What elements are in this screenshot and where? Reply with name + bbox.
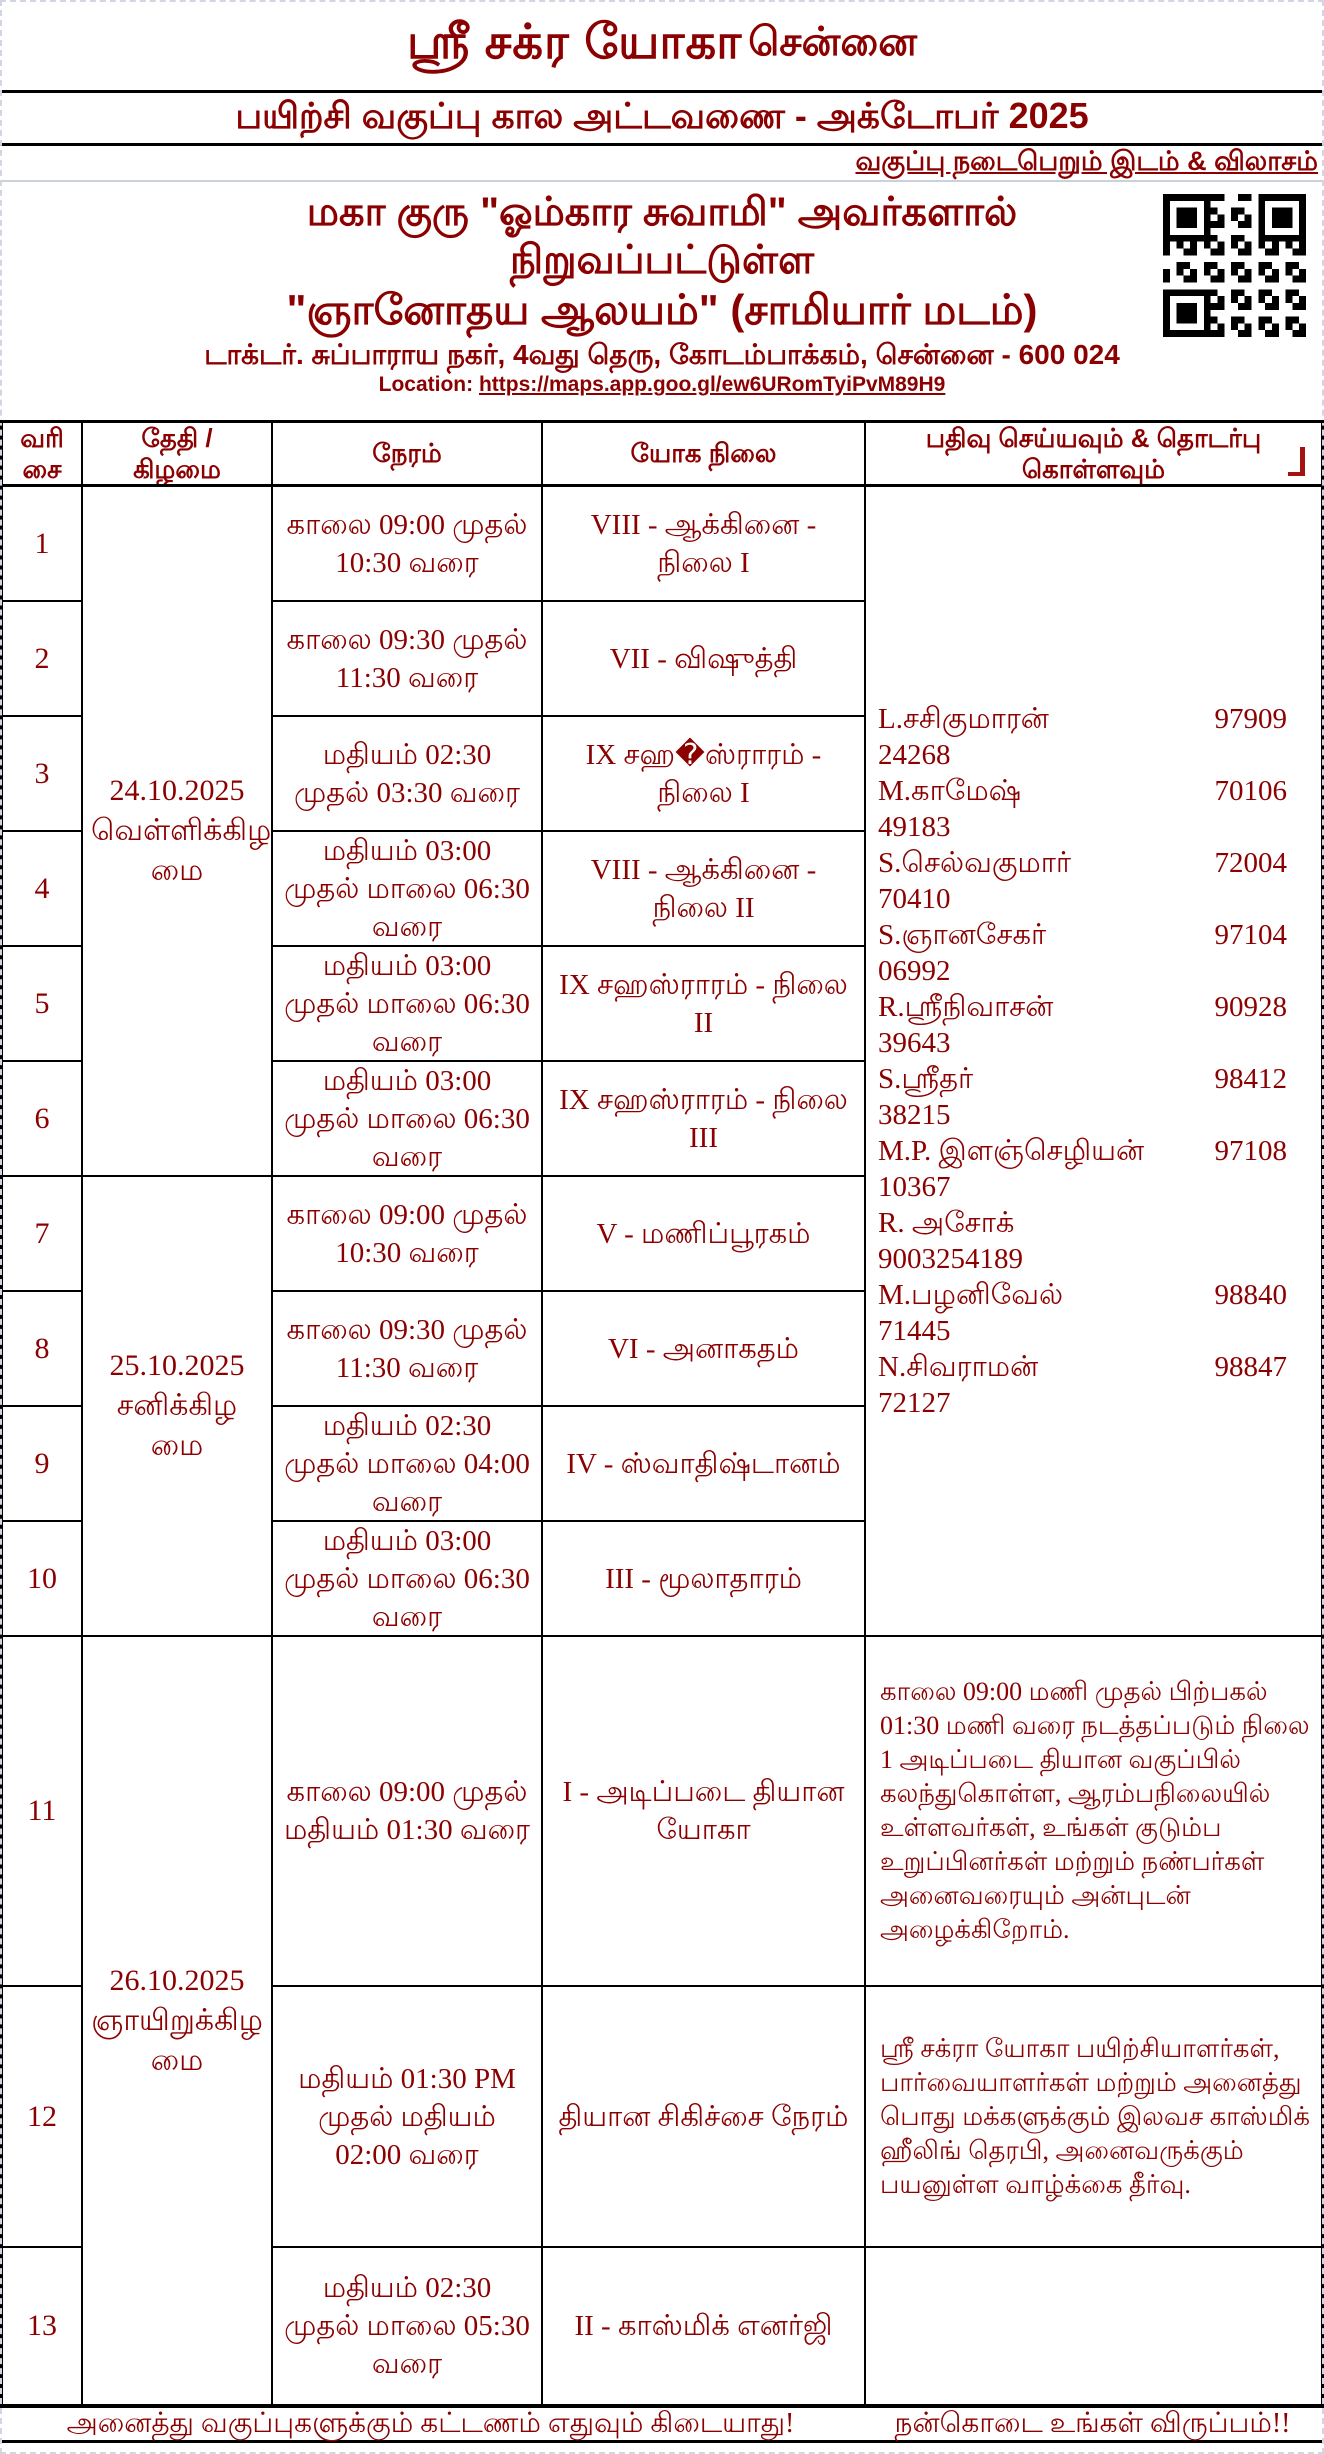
time-cell: மதியம் 02:30 முதல் மாலை 04:00 வரை <box>273 1407 543 1522</box>
level-cell: VII - விஷுத்தி <box>543 602 866 717</box>
venue-label: வகுப்பு நடைபெறும் இடம் & விலாசம் <box>855 145 1318 176</box>
contact-phone: 98847 <box>1214 1351 1287 1383</box>
contact-name: R. அசோக் <box>878 1207 1015 1239</box>
serial-cell: 11 <box>3 1637 83 1987</box>
contact-phone: 06992 <box>878 955 951 987</box>
contact-phone: 97104 <box>1214 919 1287 951</box>
serial-cell: 7 <box>3 1177 83 1292</box>
clipped-text-fragment <box>1288 447 1305 476</box>
contact-name: M.P. இளஞ்செழியன் <box>878 1135 1145 1167</box>
contact-name: M.பழனிவேல் <box>878 1279 1064 1311</box>
contact-entry <box>878 1061 1287 1133</box>
contact-phone: 24268 <box>878 739 951 771</box>
note-cell-row13-empty <box>866 2248 1321 2404</box>
time-cell: மதியம் 03:00 முதல் மாலை 06:30 வரை <box>273 1522 543 1637</box>
level-cell: IX சஹ�ஸ்ராரம் - நிலை I <box>543 717 866 832</box>
contact-entry <box>878 1349 1287 1421</box>
time-cell: மதியம் 03:00 முதல் மாலை 06:30 வரை <box>273 832 543 947</box>
level-cell: தியான சிகிச்சை நேரம் <box>543 1987 866 2248</box>
date-value: 25.10.2025 <box>109 1349 245 1382</box>
serial-cell: 10 <box>3 1522 83 1637</box>
col-header-level: யோக நிலை <box>543 423 866 487</box>
org-band <box>0 182 1324 423</box>
time-cell: மதியம் 01:30 PM முதல் மதியம் 02:00 வரை <box>273 1987 543 2248</box>
col-header-contact: பதிவு செய்யவும் & தொடர்பு கொள்ளவும் <box>866 423 1321 487</box>
contact-phone: 90928 <box>1214 991 1287 1023</box>
contact-name: S.ஞானசேகர் <box>878 919 1047 951</box>
date-cell-friday <box>83 487 273 1177</box>
contact-phone: 39643 <box>878 1027 951 1059</box>
level-cell: II - காஸ்மிக் எனர்ஜி <box>543 2248 866 2404</box>
date-cell-sunday <box>83 1637 273 2404</box>
note-cell-row11: காலை 09:00 மணி முதல் பிற்பகல் 01:30 மணி வரை நடத்தப்படும் நிலை 1 அடிப்படை தியான வகுப்பில் கலந்துகொள்ள, ஆரம்பநிலையில் உள்ளவர்கள், உங்கள் குடும்ப உறுப்பினர்கள் மற்றும் நண்பர்கள் அனைவரையும் அன்புடன் அழைக்கிறோம். <box>866 1637 1321 1987</box>
schedule-subtitle: பயிற்சி வகுப்பு கால அட்டவணை - அக்டோபர் 2025 <box>235 94 1089 136</box>
contact-entry <box>878 845 1287 917</box>
contact-phone: 97108 <box>1214 1135 1287 1167</box>
serial-cell: 8 <box>3 1292 83 1407</box>
contact-phone: 71445 <box>878 1315 951 1347</box>
time-cell: காலை 09:00 முதல் 10:30 வரை <box>273 1177 543 1292</box>
time-cell: காலை 09:30 முதல் 11:30 வரை <box>273 1292 543 1407</box>
col-header-date: தேதி / கிழமை <box>83 423 273 487</box>
level-cell: IX சஹஸ்ராரம் - நிலை III <box>543 1062 866 1177</box>
footer-note-left: அனைத்து வகுப்புகளுக்கும் கட்டணம் எதுவும் கிடையாது! <box>66 2408 795 2439</box>
contact-phone: 72127 <box>878 1387 951 1419</box>
day-value: வெள்ளிக்கிழமை <box>91 814 272 887</box>
time-cell: மதியம் 02:30 முதல் 03:30 வரை <box>273 717 543 832</box>
serial-cell: 2 <box>3 602 83 717</box>
contact-phone: 98840 <box>1214 1279 1287 1311</box>
time-cell: காலை 09:30 முதல் 11:30 வரை <box>273 602 543 717</box>
location-line <box>0 372 1324 398</box>
location-label: Location: <box>378 373 474 396</box>
contact-phone: 38215 <box>878 1099 951 1131</box>
level-cell: III - மூலாதாரம் <box>543 1522 866 1637</box>
page-title-city: சென்னை <box>748 20 917 64</box>
level-cell: VIII - ஆக்கினை - நிலை I <box>543 487 866 602</box>
col-header-time: நேரம் <box>273 423 543 487</box>
level-cell: VI - அனாகதம் <box>543 1292 866 1407</box>
time-cell: மதியம் 02:30 முதல் மாலை 05:30 வரை <box>273 2248 543 2404</box>
venue-band <box>0 146 1324 182</box>
serial-cell: 13 <box>3 2248 83 2404</box>
contact-phone: 9003254189 <box>878 1243 1023 1275</box>
contact-phone: 10367 <box>878 1171 951 1203</box>
time-cell: காலை 09:00 முதல் மதியம் 01:30 வரை <box>273 1637 543 1987</box>
contact-name: S.ஸ்ரீதர் <box>878 1063 974 1095</box>
note-cell-row12: ஸ்ரீ சக்ரா யோகா பயிற்சியாளர்கள், பார்வையாளர்கள் மற்றும் அனைத்து பொது மக்களுக்கும் இலவச காஸ்மிக் ஹீலிங் தெரபி, அனைவருக்கும் பயனுள்ள வாழ்க்கை தீர்வு. <box>866 1987 1321 2248</box>
contact-phone: 97909 <box>1214 703 1287 735</box>
contact-entry <box>878 1205 1287 1277</box>
contact-entry <box>878 1277 1287 1349</box>
contact-entry <box>878 1133 1287 1205</box>
level-cell: IV - ஸ்வாதிஷ்டானம் <box>543 1407 866 1522</box>
contact-name: R.ஸ்ரீநிவாசன் <box>878 991 1054 1023</box>
time-cell: காலை 09:00 முதல் 10:30 வரை <box>273 487 543 602</box>
contact-phone: 49183 <box>878 811 951 843</box>
serial-cell: 1 <box>3 487 83 602</box>
contact-cell <box>866 487 1321 1637</box>
serial-cell: 9 <box>3 1407 83 1522</box>
serial-cell: 3 <box>3 717 83 832</box>
time-cell: மதியம் 03:00 முதல் மாலை 06:30 வரை <box>273 947 543 1062</box>
time-cell: மதியம் 03:00 முதல் மாலை 06:30 வரை <box>273 1062 543 1177</box>
serial-cell: 12 <box>3 1987 83 2248</box>
level-cell: IX சஹஸ்ராரம் - நிலை II <box>543 947 866 1062</box>
subtitle-band <box>0 93 1324 146</box>
level-cell: I - அடிப்படை தியான யோகா <box>543 1637 866 1987</box>
footer-note-right: நன்கொடை உங்கள் விருப்பம்!! <box>894 2408 1291 2439</box>
contact-phone: 70410 <box>878 883 951 915</box>
date-value: 24.10.2025 <box>109 774 245 807</box>
contact-phone: 70106 <box>1214 775 1287 807</box>
date-value: 26.10.2025 <box>109 1963 245 1997</box>
col-header-serial: வரி சை <box>3 423 83 487</box>
title-band <box>0 0 1324 93</box>
level-cell: V - மணிப்பூரகம் <box>543 1177 866 1292</box>
qr-code-icon <box>1163 194 1306 337</box>
serial-cell: 5 <box>3 947 83 1062</box>
contact-phone: 72004 <box>1214 847 1287 879</box>
serial-cell: 4 <box>3 832 83 947</box>
contact-entry <box>878 917 1287 989</box>
date-cell-saturday <box>83 1177 273 1637</box>
contact-name: S.செல்வகுமார் <box>878 847 1072 879</box>
org-line-2: நிறுவப்பட்டுள்ள <box>509 238 815 282</box>
location-link[interactable]: https://maps.app.goo.gl/ew6URomTyiPvM89H9 <box>478 373 946 396</box>
footer <box>0 2404 1324 2443</box>
contact-name: M.காமேஷ் <box>878 775 1022 807</box>
contact-entry <box>878 773 1287 845</box>
day-value: சனிக்கிழமை <box>116 1389 238 1462</box>
level-cell: VIII - ஆக்கினை - நிலை II <box>543 832 866 947</box>
page-title: ஸ்ரீ சக்ர யோகா <box>407 15 743 69</box>
serial-cell: 6 <box>3 1062 83 1177</box>
contact-phone: 98412 <box>1214 1063 1287 1095</box>
contact-name: L.சசிகுமாரன் <box>878 703 1049 735</box>
org-line-1: மகா குரு "ஓம்கார சுவாமி" அவர்களால் <box>306 190 1018 234</box>
contact-entry <box>878 701 1287 773</box>
contact-entry <box>878 989 1287 1061</box>
address: டாக்டர். சுப்பாராய நகர், 4வது தெரு, கோடம்பாக்கம், சென்னை - 600 024 <box>204 339 1120 370</box>
contact-list <box>878 701 1287 1421</box>
org-line-3: "ஞானோதய ஆலயம்" (சாமியார் மடம்) <box>286 286 1038 333</box>
day-value: ஞாயிறுக்கிழமை <box>91 2003 263 2077</box>
schedule-table <box>0 423 1324 2404</box>
contact-name: N.சிவராமன் <box>878 1351 1039 1383</box>
